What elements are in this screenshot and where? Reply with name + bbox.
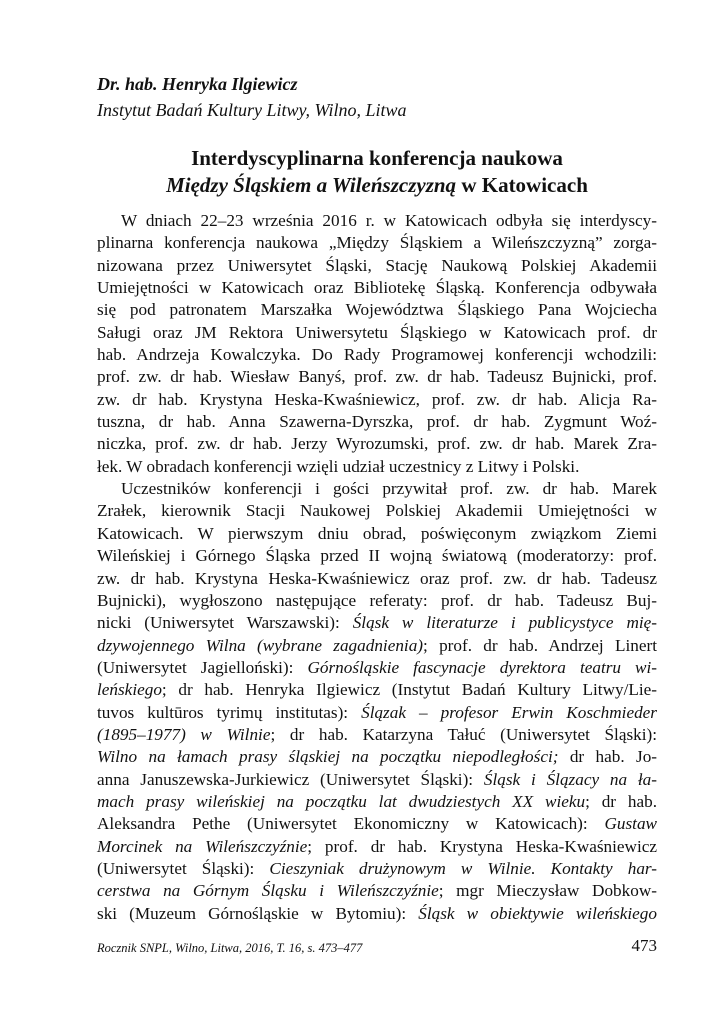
text-run: (Uniwersytet Jagielloński):: [97, 657, 308, 677]
text-run: ; prof. dr hab. Andrzej Linert: [423, 635, 657, 655]
italic-title-run: Gustaw: [604, 814, 657, 834]
italic-title-run: dzywojennego Wilna (wybrane zagadnienia): [97, 635, 424, 655]
text-run: Zrałek, kierownik Stacji Naukowej Polskiej Akademii Umiejętności w: [97, 501, 657, 521]
text-line: [97, 545, 657, 567]
text-run: łek. W obradach konferencji wzięli udział uczestnicy z Litwy i Polski.: [97, 456, 580, 476]
text-line: [97, 679, 657, 701]
author-name: Dr. hab. Henryka Ilgiewicz: [97, 74, 298, 94]
text-line: [97, 746, 657, 768]
text-run: plinarna konferencja naukowa „Między Śląskiem a Wileńszczyzną” zorga-: [97, 233, 657, 253]
text-run: ; dr hab. Henryka Ilgiewicz (Instytut Badań Kultury Litwy/Lie-: [161, 680, 657, 700]
italic-title-run: cerstwa na Górnym Śląsku i Wileńszczyźnie: [97, 881, 439, 901]
text-run: tuszna, dr hab. Anna Szawerna-Dyrszka, prof. dr hab. Zygmunt Woź-: [97, 412, 657, 432]
italic-title-run: Śląsk w literaturze i publicystyce mię-: [352, 613, 657, 633]
italic-title-run: (1895–1977) w Wilnie: [97, 724, 271, 744]
text-run: anna Januszewska-Jurkiewicz (Uniwersytet Śląski):: [97, 769, 484, 789]
text-run: dr hab. Jo-: [558, 747, 658, 767]
italic-title-run: Wilno na łamach prasy śląskiej na początku niepodległości;: [97, 747, 559, 767]
text-run: Uczestników konferencji i gości przywitał prof. zw. dr hab. Marek: [121, 479, 657, 499]
text-run: Aleksandra Pethe (Uniwersytet Ekonomiczny w Katowicach):: [97, 814, 605, 834]
text-line: [97, 880, 657, 902]
text-run: (Uniwersytet Śląski):: [97, 858, 270, 878]
text-run: ; dr hab.: [585, 791, 657, 811]
text-line: [97, 344, 657, 366]
text-line: [97, 813, 657, 835]
text-line: [97, 791, 657, 813]
title-italic-part: Między Śląskiem a Wileńszczyzną: [166, 173, 457, 197]
text-line: [97, 858, 657, 880]
text-line: [97, 836, 657, 858]
text-line: [97, 769, 657, 791]
text-line: [97, 210, 657, 232]
text-run: Wileńskiej i Górnego Śląska przed II wojną światową (moderatorzy: prof.: [97, 546, 657, 566]
text-run: nicki (Uniwersytet Warszawski):: [97, 613, 353, 633]
title-line-1: Interdyscyplinarna konferencja naukowa: [191, 146, 563, 170]
text-line: [97, 389, 657, 411]
italic-title-run: Cieszyniak drużynowym w Wilnie. Kontakty har-: [269, 858, 657, 878]
text-line: [97, 433, 657, 455]
text-run: nizowana przez Uniwersytet Śląski, Stację Naukową Polskiej Akademii: [97, 255, 657, 275]
text-line: [97, 277, 657, 299]
text-run: Katowicach. W pierwszym dniu obrad, poświęconym związkom Ziemi: [97, 523, 657, 543]
title-line-2: [97, 172, 657, 199]
text-run: Umiejętności w Katowicach oraz Bibliotekę Śląską. Konferencja odbywała: [97, 278, 657, 298]
text-run: prof. zw. dr hab. Wiesław Banyś, prof. zw. dr hab. Tadeusz Bujnicki, prof.: [97, 367, 657, 387]
text-line: [97, 478, 657, 500]
text-line: [97, 657, 657, 679]
page-number: 473: [631, 936, 657, 955]
page-footer: [97, 941, 657, 956]
text-line: [97, 232, 657, 254]
author-affiliation: Instytut Badań Kultury Litwy, Wilno, Litwa: [97, 100, 407, 120]
text-run: ; dr hab. Katarzyna Tałuć (Uniwersytet Śląski):: [270, 724, 658, 744]
text-line: [97, 366, 657, 388]
text-run: hab. Andrzeja Kowalczyka. Do Rady Programowej konferencji wchodzili:: [97, 345, 657, 365]
text-run: zw. dr hab. Krystyna Heska-Kwaśniewicz oraz prof. zw. dr hab. Tadeusz: [97, 568, 657, 588]
article-body: [97, 210, 657, 925]
text-line: [97, 724, 657, 746]
title-rest: w Katowicach: [456, 173, 588, 197]
footer-citation: Rocznik SNPL, Wilno, Litwa, 2016, T. 16, s. 473–477: [97, 941, 363, 955]
italic-title-run: Morcinek na Wileńszczyźnie: [97, 836, 308, 856]
text-run: ; mgr Mieczysław Dobkow-: [438, 881, 657, 901]
text-line: [97, 500, 657, 522]
text-run: niczka, prof. zw. dr hab. Jerzy Wyrozumski, prof. zw. dr hab. Marek Zra-: [97, 434, 657, 454]
text-run: zw. dr hab. Krystyna Heska-Kwaśniewicz, prof. zw. dr hab. Alicja Ra-: [97, 389, 657, 409]
text-run: tuvos kultūros tyrimų institutas):: [97, 702, 362, 722]
text-line: [97, 612, 657, 634]
text-line: [97, 568, 657, 590]
text-run: ski (Muzeum Górnośląskie w Bytomiu):: [97, 903, 419, 923]
italic-title-run: Ślązak – profesor Erwin Koschmieder: [361, 702, 657, 722]
italic-title-run: mach prasy wileńskiej na początku lat dwudziestych XX wieku: [97, 791, 586, 811]
text-line: [97, 411, 657, 433]
text-line: [97, 903, 657, 925]
italic-title-run: Górnośląskie fascynacje dyrektora teatru wi-: [307, 657, 657, 677]
author-block: [97, 71, 407, 123]
italic-title-run: Śląsk i Ślązacy na ła-: [483, 769, 657, 789]
text-run: W dniach 22–23 września 2016 r. w Katowicach odbyła się interdyscy-: [121, 211, 657, 230]
text-line: [97, 702, 657, 724]
text-line: [97, 255, 657, 277]
article-title: [97, 145, 657, 199]
text-run: się pod patronatem Marszałka Województwa Śląskiego Pana Wojciecha: [97, 300, 657, 320]
text-run: Saługi oraz JM Rektora Uniwersytetu Śląskiego w Katowicach prof. dr: [97, 322, 657, 342]
text-line: [97, 322, 657, 344]
text-line: [97, 456, 657, 478]
text-line: [97, 523, 657, 545]
italic-title-run: Śląsk w obiektywie wileńskiego: [418, 903, 657, 923]
text-run: Bujnicki), wygłoszono następujące referaty: prof. dr hab. Tadeusz Buj-: [97, 590, 657, 610]
text-run: ; prof. dr hab. Krystyna Heska-Kwaśniewicz: [307, 836, 657, 856]
text-line: [97, 635, 657, 657]
text-line: [97, 590, 657, 612]
text-line: [97, 299, 657, 321]
italic-title-run: leńskiego: [97, 680, 162, 700]
